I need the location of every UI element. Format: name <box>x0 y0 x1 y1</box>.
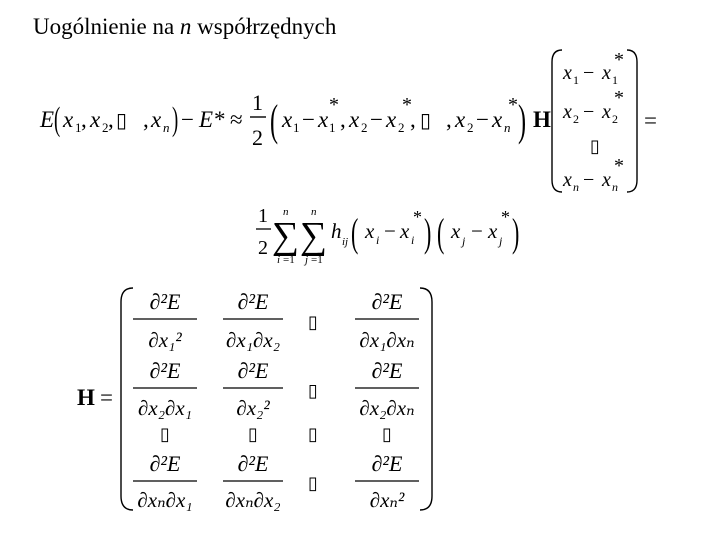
var-x: x <box>492 107 503 132</box>
matrix-missing-glyph: ▯ <box>308 312 318 332</box>
matrix-cell-denominator: ∂x₁∂x₂ <box>226 328 280 352</box>
missing-glyph: ▯ <box>590 136 600 156</box>
star: * <box>614 87 624 109</box>
var-x: x <box>365 219 375 243</box>
comma: , <box>143 107 149 132</box>
var-x: x <box>318 107 329 132</box>
missing-glyph: ▯ <box>116 110 128 132</box>
var-x: x <box>151 107 162 132</box>
subscript: 2 <box>398 120 405 135</box>
matrix-cell-denominator: ∂xₙ∂x₁ <box>137 488 193 512</box>
hessian-symbol: H <box>533 107 551 132</box>
comma: , <box>340 107 346 132</box>
left-paren: ( <box>53 100 61 138</box>
minus-sign: − <box>471 219 483 243</box>
minus-sign: − <box>476 107 489 132</box>
sum-index: j <box>305 254 309 266</box>
matrix-cell-denominator: ∂x₂∂xₙ <box>359 396 415 420</box>
fraction-numerator: 1 <box>252 90 263 115</box>
matrix-cell-numerator: ∂²E <box>149 289 181 314</box>
subscript: 2 <box>573 112 579 126</box>
fraction-denominator: 2 <box>258 237 268 259</box>
minus-sign: − <box>370 107 383 132</box>
summation-sign: ∑ <box>272 215 300 257</box>
subscript: 1 <box>612 73 618 87</box>
matrix-left-bracket <box>121 288 133 510</box>
var-x: x <box>488 219 498 243</box>
matrix-right-bracket <box>420 288 432 510</box>
var-h: h <box>331 219 342 243</box>
star: * <box>329 94 339 116</box>
var-x: x <box>563 62 572 84</box>
matrix-missing-glyph: ▯ <box>160 424 170 444</box>
star: * <box>413 207 422 227</box>
var-x: x <box>602 169 611 191</box>
var-x: x <box>63 107 74 132</box>
missing-glyph: ▯ <box>420 110 432 132</box>
subscript: 1 <box>293 120 300 135</box>
matrix-cell-numerator: ∂²E <box>149 451 181 476</box>
equals-sign: = <box>100 385 113 410</box>
subscript: i <box>376 233 380 247</box>
star: * <box>501 207 510 227</box>
matrix-cell-denominator: ∂x₁∂xₙ <box>359 328 415 352</box>
star: * <box>614 49 624 71</box>
sum-upper-limit: n <box>283 206 289 218</box>
var-x: x <box>563 169 572 191</box>
matrix-cell-numerator: ∂²E <box>149 358 181 383</box>
minus-sign: − <box>583 169 595 191</box>
energy-expansion-equation <box>39 49 657 194</box>
subscript: n <box>612 180 618 194</box>
subscript-ij: ij <box>342 236 349 248</box>
matrix-cell-numerator: ∂²E <box>371 358 403 383</box>
fraction-numerator: 1 <box>258 205 268 227</box>
right-paren: ) <box>424 210 432 255</box>
var-x: x <box>563 101 572 123</box>
title-suffix: współrzędnych <box>191 14 337 39</box>
vector-right-bracket <box>627 50 637 192</box>
matrix-missing-glyph: ▯ <box>308 424 318 444</box>
star: * <box>508 94 518 116</box>
sum-lower-limit: =1 <box>283 254 295 266</box>
comma: , <box>410 107 416 132</box>
var-x: x <box>451 219 461 243</box>
matrix-cell-denominator: ∂x₂∂x₁ <box>138 396 192 420</box>
right-paren: ) <box>518 95 527 145</box>
approx-sign: ≈ <box>230 107 243 132</box>
right-paren: ) <box>172 100 179 138</box>
equals-sign: = <box>644 108 657 133</box>
var-x: x <box>455 107 466 132</box>
comma: , <box>446 107 452 132</box>
subscript: 1 <box>329 120 336 135</box>
matrix-missing-glyph: ▯ <box>382 424 392 444</box>
left-paren: ( <box>436 210 445 255</box>
star: * <box>614 155 624 177</box>
sum-lower-limit: =1 <box>311 254 323 266</box>
subscript: 2 <box>612 112 618 126</box>
minus-sign: − <box>302 107 315 132</box>
subscript: 1 <box>75 120 82 135</box>
double-sum-equation <box>256 205 519 266</box>
right-paren: ) <box>512 210 520 255</box>
subscript: i <box>411 233 415 247</box>
var-x: x <box>349 107 360 132</box>
matrix-cell-numerator: ∂²E <box>237 358 269 383</box>
hessian-matrix-equation <box>77 288 432 512</box>
star: * <box>214 107 226 132</box>
comma: , <box>81 107 87 132</box>
matrix-cell-denominator: ∂xₙ² <box>369 488 405 512</box>
matrix-missing-glyph: ▯ <box>308 380 318 401</box>
minus-sign: − <box>583 62 595 84</box>
matrix-cell-numerator: ∂²E <box>371 289 403 314</box>
minus-sign: − <box>583 101 595 123</box>
matrix-cell-denominator: ∂xₙ∂x₂ <box>225 488 281 512</box>
minus-sign: − <box>384 219 396 243</box>
matrix-cell-denominator: ∂x₂² <box>236 396 270 420</box>
symbol-E: E <box>199 107 214 132</box>
matrix-missing-glyph: ▯ <box>308 473 318 493</box>
var-x: x <box>602 62 611 84</box>
summation-sign: ∑ <box>300 215 328 257</box>
comma: , <box>108 107 114 132</box>
symbol-E: E <box>40 107 55 132</box>
left-paren: ( <box>270 95 279 145</box>
sum-upper-limit: n <box>311 206 317 218</box>
matrix-cell-numerator: ∂²E <box>237 289 269 314</box>
subscript: n <box>163 120 170 135</box>
subscript: j <box>499 234 503 248</box>
title-variable: n <box>179 14 192 39</box>
var-x: x <box>400 219 410 243</box>
matrix-cell-numerator: ∂²E <box>237 451 269 476</box>
matrix-missing-glyph: ▯ <box>248 424 258 444</box>
subscript: n <box>504 120 511 135</box>
matrix-cells <box>133 289 419 512</box>
subscript: 2 <box>361 120 368 135</box>
matrix-cell-denominator: ∂x₁² <box>148 328 182 352</box>
subscript: 1 <box>573 73 579 87</box>
var-x: x <box>602 101 611 123</box>
title-prefix: Uogólnienie na <box>33 14 180 39</box>
left-paren: ( <box>351 210 359 255</box>
sum-index: i <box>277 254 281 266</box>
star: * <box>402 94 412 116</box>
subscript: j <box>462 234 466 248</box>
var-x: x <box>90 107 101 132</box>
matrix-cell-numerator: ∂²E <box>371 451 403 476</box>
hessian-symbol: H <box>77 385 95 410</box>
var-x: x <box>282 107 293 132</box>
subscript: n <box>573 180 579 194</box>
var-x: x <box>386 107 397 132</box>
fraction-denominator: 2 <box>252 125 263 150</box>
subscript: 2 <box>102 120 109 135</box>
subscript: 2 <box>467 120 474 135</box>
minus-sign: − <box>181 107 194 132</box>
vector-left-bracket <box>552 50 562 192</box>
